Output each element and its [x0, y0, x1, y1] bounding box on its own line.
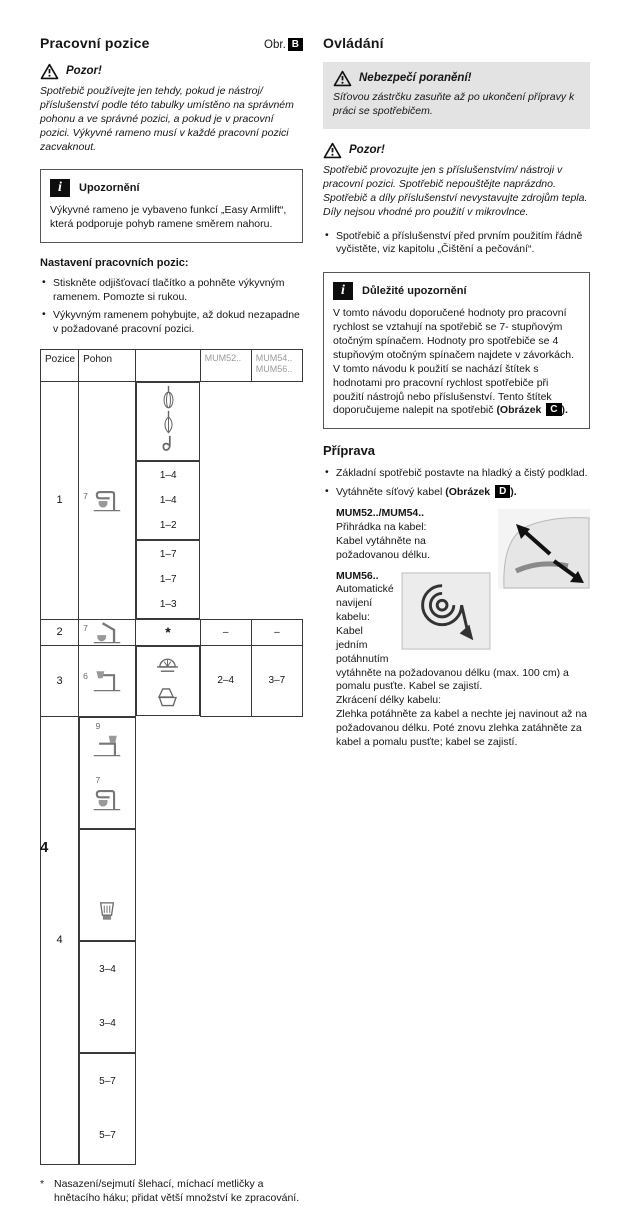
whisk-icon [162, 385, 175, 409]
asterisk-marker: * [165, 624, 171, 641]
speed-mum52: 3–4 [99, 1018, 116, 1030]
speed-mum52: 1–4 [159, 470, 177, 482]
figure-reference-c: (Obrázek C ). [496, 404, 568, 417]
footnote-marker: * [40, 1178, 45, 1191]
position-value: 2 [41, 620, 79, 646]
mixer-blender-drive-icon [92, 734, 122, 757]
bullet-text: Spotřebič a příslušenství před prvním použitím řádně vyčistěte, viz kapitolu „Čištění a pečování“. [336, 229, 583, 256]
info-square-icon: i [50, 179, 70, 197]
important-note-body: V tomto návodu doporučené hodnoty pro pracovní rychlost se vztahují na spotřebič se 7- stupňovým otočným spínačem. Hodnoty pro spotřebiče se 4 stupňovým otočným spínačem najdete v závorkách. V tomto návodu k použití se nachází štítek s hodnotami pro pracovní rychlost spotřebiče při použití nástrojů nebo příslušenství. Tento štítek doporučujeme nalepit na spotřebič (Obrázek C ). [333, 307, 575, 417]
page-number: 4 [40, 839, 49, 856]
table-header-pohon: Pohon [79, 350, 136, 382]
speed-mum54: 5–7 [99, 1076, 116, 1088]
mum52-cable-block [336, 507, 590, 562]
danger-title: Nebezpečí poranění! [359, 72, 472, 85]
footnote-text: Nasazení/sejmutí šlehací, míchací metličky a hnětacího háku; přidat větší množství ke zpracování. [54, 1178, 300, 1204]
preparation-bullet-2 [323, 486, 590, 749]
drive-number: 7 [95, 774, 101, 785]
cleaning-bullet [323, 230, 590, 258]
speed-mum54: – [251, 620, 302, 646]
cable-text-line: Kabel vytáhněte na požadovanou délku. [336, 534, 430, 561]
stirring-whisk-icon [162, 410, 175, 434]
table-footnote [40, 1178, 303, 1206]
drive-cell [92, 719, 122, 773]
speed-mum54: 1–3 [159, 599, 177, 611]
warning-triangle-icon [333, 70, 352, 87]
speed-mum54: 1–7 [159, 574, 177, 586]
continuous-shredder-icon [156, 688, 179, 707]
model-label: MUM52../MUM54.. [336, 507, 425, 520]
section-title-preparation: Příprava [323, 443, 376, 459]
table-row-position-1 [41, 382, 303, 620]
mixer-swivel-arm-icon [92, 788, 122, 811]
attention-body: Spotřebič používejte jen tehdy, pokud je nástroj/ příslušenství podle této tabulky umístěno na správném pohonu a ve správné pozici, a pokud je v pracovní pozici. Výkyvné rameno musí v každé pracovní pozici zacvaknout. [40, 85, 294, 153]
note-box-armlift [40, 169, 303, 243]
blender-attachment-icon [97, 902, 117, 922]
note-heading [50, 179, 293, 197]
danger-body: Síťovou zástrčku zasuňte až po ukončení přípravy k práci se spotřebičem. [333, 91, 575, 118]
speed-mum52: 1–4 [159, 495, 177, 507]
table-row-position-4 [41, 716, 303, 1165]
section-title-working-positions: Pracovní pozice [40, 35, 150, 51]
preparation-bullet-1 [323, 467, 590, 481]
table-row-position-3 [41, 646, 303, 717]
warning-triangle-icon [40, 63, 59, 80]
note-body: Výkyvné rameno je vybaveno funkcí „Easy Armlift“, která podporuje pohyb ramene směrem nahoru. [50, 204, 287, 231]
attention-heading-left [40, 63, 303, 80]
speed-mum52: 2–4 [200, 646, 251, 717]
drive-number: 6 [83, 671, 88, 682]
figure-letter-box-d: D [495, 485, 510, 498]
attention-title: Pozor! [66, 65, 102, 78]
cable-text-line: Zlehka potáhněte za kabel a nechte jej navinout až na požadovanou délku. Poté znovu zlehka zatáhněte za kabel a pomalu pusťte; kabel se zajistí. [336, 708, 588, 748]
bullet-text: Vytáhněte síťový kabel [336, 486, 446, 499]
note-heading [333, 282, 580, 300]
citrus-press-icon [156, 656, 179, 674]
drive-cell [80, 621, 134, 644]
speed-mum54: 1–7 [159, 549, 177, 561]
danger-warning-box [323, 62, 590, 129]
table-row-position-2 [41, 620, 303, 646]
speed-mum52: 1–2 [159, 520, 177, 532]
speed-mum54: 3–7 [251, 646, 302, 717]
mixer-front-drive-icon [92, 669, 122, 692]
mum56-cable-block [336, 570, 590, 750]
position-value: 4 [41, 716, 79, 1165]
speed-mum54: 5–7 [99, 1130, 116, 1142]
left-column [40, 34, 303, 1206]
warning-triangle-icon [323, 142, 342, 159]
left-title-row [40, 34, 303, 53]
attention-heading-right [323, 142, 590, 159]
figure-letter-box-b: B [288, 38, 303, 51]
position-value: 1 [41, 382, 79, 620]
figure-label: Obr. [264, 39, 286, 51]
drive-number: 7 [83, 491, 88, 502]
important-note-box [323, 272, 590, 429]
bullet-text: Základní spotřebič postavte na hladký a čistý podklad. [336, 467, 588, 480]
mixer-swivel-arm-icon [92, 489, 122, 512]
position-bullet-2 [40, 309, 303, 337]
attention-body: Spotřebič provozujte jen s příslušenstvím/ nástroji v pracovní pozici. Spotřebič nepouštějte naprázdno. Spotřebič a díly příslušenství nevystavujte zdrojům tepla. Díly nejsou vhodné pro použití v mikrovlnce. [323, 164, 588, 218]
cable-text-line: Zkrácení délky kabelu: [336, 694, 442, 707]
positions-heading: Nastavení pracovních pozic: [40, 257, 189, 270]
table-header-row [41, 350, 303, 382]
drive-cell [92, 773, 122, 827]
table-header-tool [136, 350, 200, 382]
figure-reference-d: (Obrázek D ). [445, 486, 517, 499]
right-column [323, 34, 590, 1206]
cable-text-line: Automatické navijení kabelu: [336, 583, 394, 624]
section-title-operation: Ovládání [323, 35, 384, 51]
table-header-mum52: MUM52.. [200, 350, 251, 382]
danger-heading [333, 70, 580, 87]
attention-title: Pozor! [349, 144, 385, 157]
table-header-mum54-56: MUM54.. MUM56.. [251, 350, 302, 382]
model-label: MUM56.. [336, 569, 379, 582]
bullet-text: Stiskněte odjišťovací tlačítko a pohněte výkyvným ramenem. Pomozte si rukou. [53, 276, 285, 303]
dough-hook-icon [162, 435, 175, 459]
cable-text-line: Kabel jedním potáhnutím vytáhněte na požadovanou délku (max. 100 cm) a pomalu pusťte. Kabel se zajistí. [336, 624, 569, 693]
drive-number: 7 [83, 623, 88, 634]
right-title-row [323, 34, 590, 52]
drive-number: 9 [95, 720, 101, 731]
table-header-pozice: Pozice [41, 350, 79, 382]
drive-cell [80, 669, 134, 692]
info-square-icon: i [333, 282, 353, 300]
figure-letter-box-c: C [546, 403, 561, 416]
note-title: Upozornění [79, 182, 140, 195]
cable-compartment-image [498, 509, 590, 589]
position-value: 3 [41, 646, 79, 717]
cable-rewind-image [401, 572, 491, 650]
bullet-text: Výkyvným ramenem pohybujte, až dokud nezapadne v požadované pracovní pozici. [53, 309, 300, 336]
cable-text-line: Přihrádka na kabel: [336, 520, 427, 533]
drive-cell [80, 489, 134, 512]
mixer-arm-up-icon [92, 621, 122, 644]
speed-mum52: 3–4 [99, 964, 116, 976]
speed-mum52: – [200, 620, 251, 646]
figure-reference-b [264, 38, 303, 53]
position-bullet-1 [40, 277, 303, 305]
working-positions-table [40, 349, 303, 1165]
important-note-title: Důležité upozornění [362, 285, 467, 298]
